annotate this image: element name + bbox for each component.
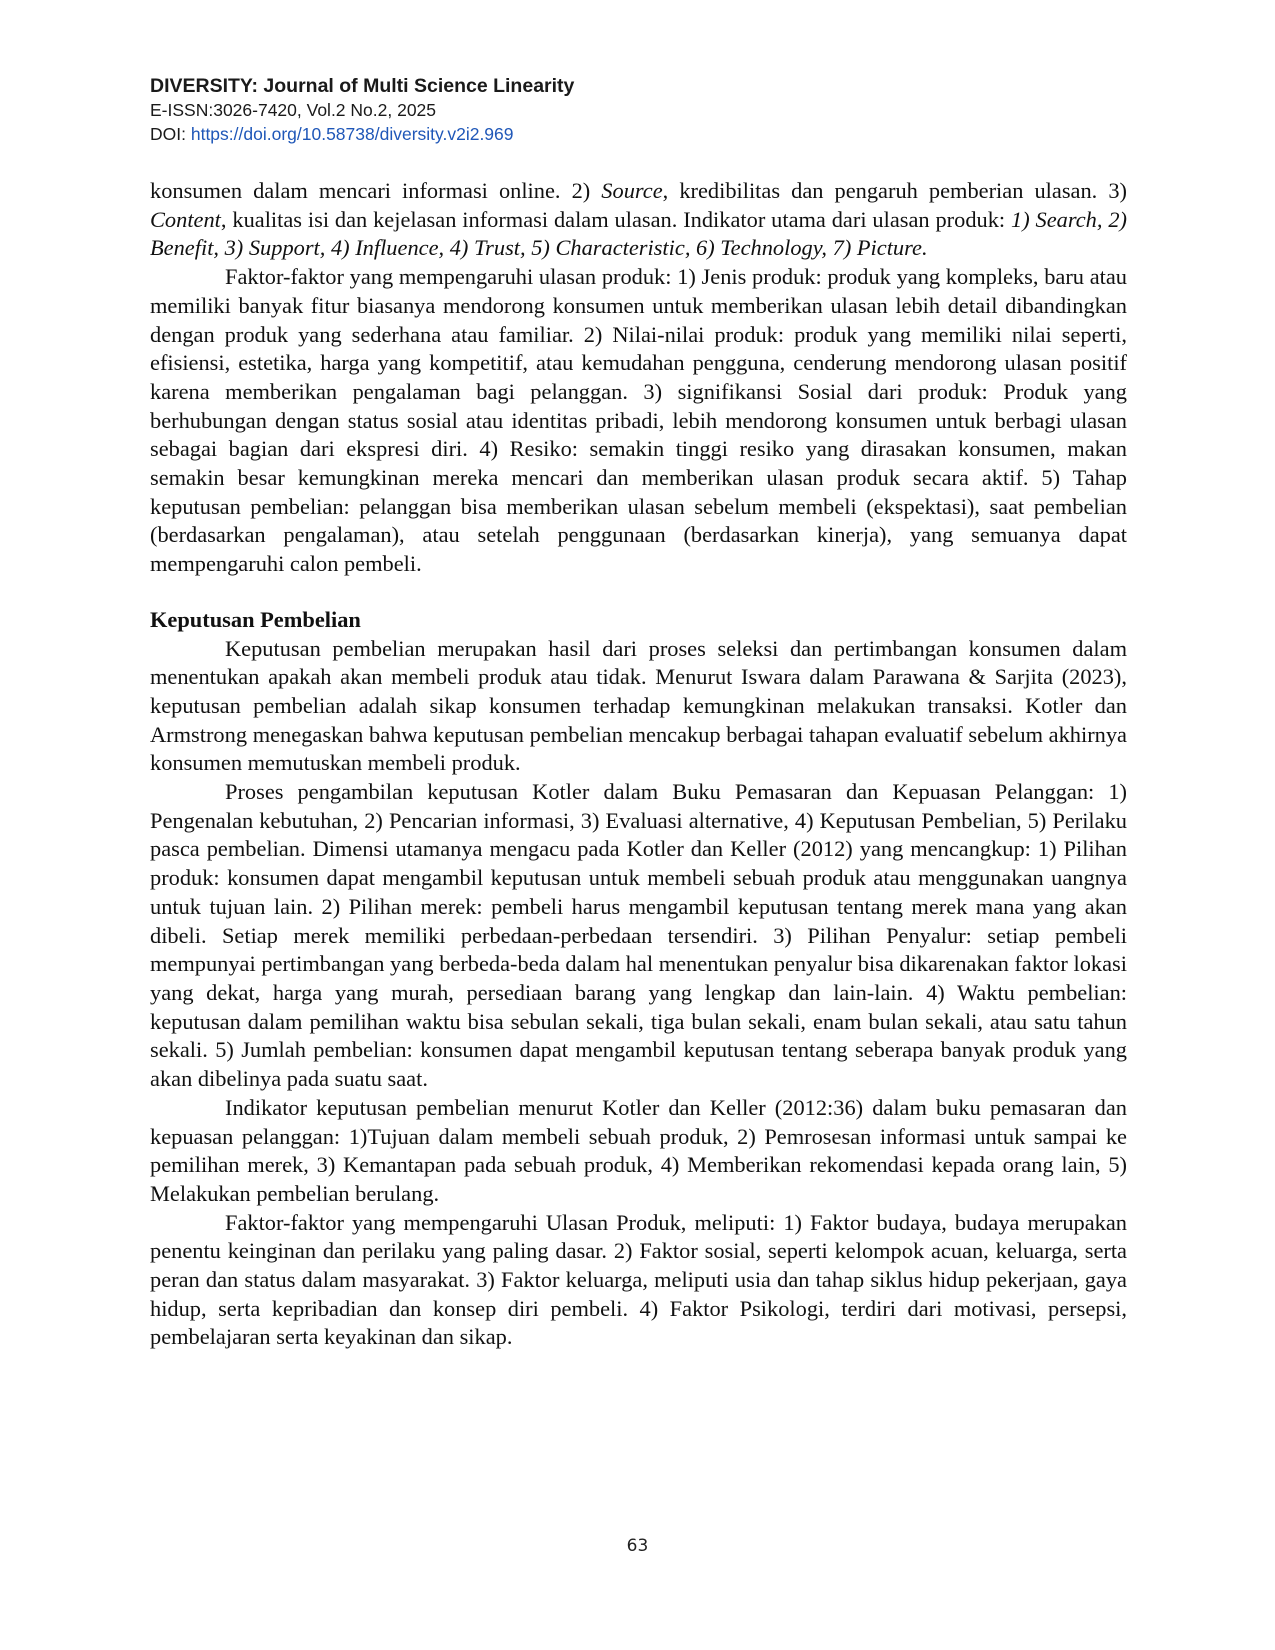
- page-number: 63: [626, 1536, 649, 1556]
- article-body: [150, 177, 1127, 1352]
- section-heading: Keputusan Pembelian: [150, 606, 361, 632]
- italic-term-content: Content: [150, 206, 221, 232]
- italic-indicator-list: 1) Search, 2) Benefit, 3) Support, 4) Influence, 4) Trust, 5) Characteristic, 6) Technology, 7) Picture.: [150, 206, 1127, 261]
- journal-title: DIVERSITY: Journal of Multi Science Linearity: [150, 75, 575, 97]
- doi-line: [150, 122, 574, 146]
- paragraph-text: , kualitas isi dan kejelasan informasi dalam ulasan. Indikator utama dari ulasan produk:: [220, 206, 1011, 232]
- paragraph-review-factors: Faktor-faktor yang mempengaruhi ulasan produk: 1) Jenis produk: produk yang kompleks, baru atau memiliki banyak fitur biasanya mendorong konsumen untuk memberikan ulasan lebih detail dibandingkan dengan produk yang sederhana atau familiar. 2) Nilai-nilai produk: produk yang memiliki nilai seperti, efisiensi, estetika, harga yang kompetitif, atau kemudahan pengguna, cenderung mendorong ulasan positif karena memberikan pengalaman bagi pelanggan. 3) signifikansi Sosial dari produk: Produk yang berhubungan dengan status sosial atau identitas pribadi, lebih mendorong konsumen untuk berbagi ulasan sebagai bagian dari ekspresi diri. 4) Resiko: semakin tinggi resiko yang dirasakan konsumen, makan semakin besar kemungkinan mereka mencari dan memberikan ulasan produk secara aktif. 5) Tahap keputusan pembelian: pelanggan bisa memberikan ulasan sebelum membeli (ekspektasi), saat pembelian (berdasarkan pengalaman), atau setelah penggunaan (berdasarkan kinerja), yang semuanya dapat mempengaruhi calon pembeli.: [150, 264, 1127, 577]
- paragraph-influencing-factors: Faktor-faktor yang mempengaruhi Ulasan Produk, meliputi: 1) Faktor budaya, budaya merupakan penentu keinginan dan perilaku yang paling dasar. 2) Faktor sosial, seperti kelompok acuan, keluarga, serta peran dan status dalam masyarakat. 3) Faktor keluarga, meliputi usia dan tahap siklus hidup pekerjaan, gaya hidup, serta kepribadian dan konsep diri pembeli. 4) Faktor Psikologi, terdiri dari motivasi, persepsi, pembelajaran serta keyakinan dan sikap.: [150, 1209, 1127, 1350]
- paragraph-review-dimensions: [150, 177, 1127, 263]
- paragraph-text: konsumen dalam mencari informasi online. 2): [150, 178, 602, 203]
- paragraph-text: , kredibilitas dan pengaruh pemberian ulasan. 3): [662, 178, 1127, 203]
- italic-term-source: Source: [601, 178, 663, 203]
- journal-header: [150, 74, 574, 146]
- doi-link[interactable]: https://doi.org/10.58738/diversity.v2i2.969: [190, 124, 514, 144]
- doi-label: DOI:: [150, 124, 191, 144]
- paragraph-purchase-definition: Keputusan pembelian merupakan hasil dari proses seleksi dan pertimbangan konsumen dalam menentukan apakah akan membeli produk atau tidak. Menurut Iswara dalam Parawana & Sarjita (2023), keputusan pembelian adalah sikap konsumen terhadap kemungkinan melakukan transaksi. Kotler dan Armstrong menegaskan bahwa keputusan pembelian mencakup berbagai tahapan evaluatif sebelum akhirnya konsumen memutuskan membeli produk.: [150, 635, 1127, 776]
- paragraph-decision-process: Proses pengambilan keputusan Kotler dalam Buku Pemasaran dan Kepuasan Pelanggan: 1) Pengenalan kebutuhan, 2) Pencarian informasi, 3) Evaluasi alternative, 4) Keputusan Pembelian, 5) Perilaku pasca pembelian. Dimensi utamanya mengacu pada Kotler dan Keller (2012) yang mencangkup: 1) Pilihan produk: konsumen dapat mengambil keputusan untuk membeli sebuah produk atau menggunakan uangnya untuk tujuan lain. 2) Pilihan merek: pembeli harus mengambil keputusan tentang merek mana yang akan dibeli. Setiap merek memiliki perbedaan-perbedaan tersendiri. 3) Pilihan Penyalur: setiap pembeli mempunyai pertimbangan yang berbeda-beda dalam hal menentukan penyalur bisa dikarenakan faktor lokasi yang dekat, harga yang murah, persediaan barang yang lengkap dan lain-lain. 4) Waktu pembelian: keputusan dalam pemilihan waktu bisa sebulan sekali, tiga bulan sekali, enam bulan sekali, atau satu tahun sekali. 5) Jumlah pembelian: konsumen dapat mengambil keputusan tentang seberapa banyak produk yang akan dibelinya pada suatu saat.: [150, 779, 1127, 1092]
- paragraph-purchase-indicators: Indikator keputusan pembelian menurut Kotler dan Keller (2012:36) dalam buku pemasaran dan kepuasan pelanggan: 1)Tujuan dalam membeli sebuah produk, 2) Pemrosesan informasi untuk sampai ke pemilihan merek, 3) Kemantapan pada sebuah produk, 4) Memberikan rekomendasi kepada orang lain, 5) Melakukan pembelian berulang.: [150, 1094, 1127, 1206]
- issn-line: E-ISSN:3026-7420, Vol.2 No.2, 2025: [150, 100, 437, 120]
